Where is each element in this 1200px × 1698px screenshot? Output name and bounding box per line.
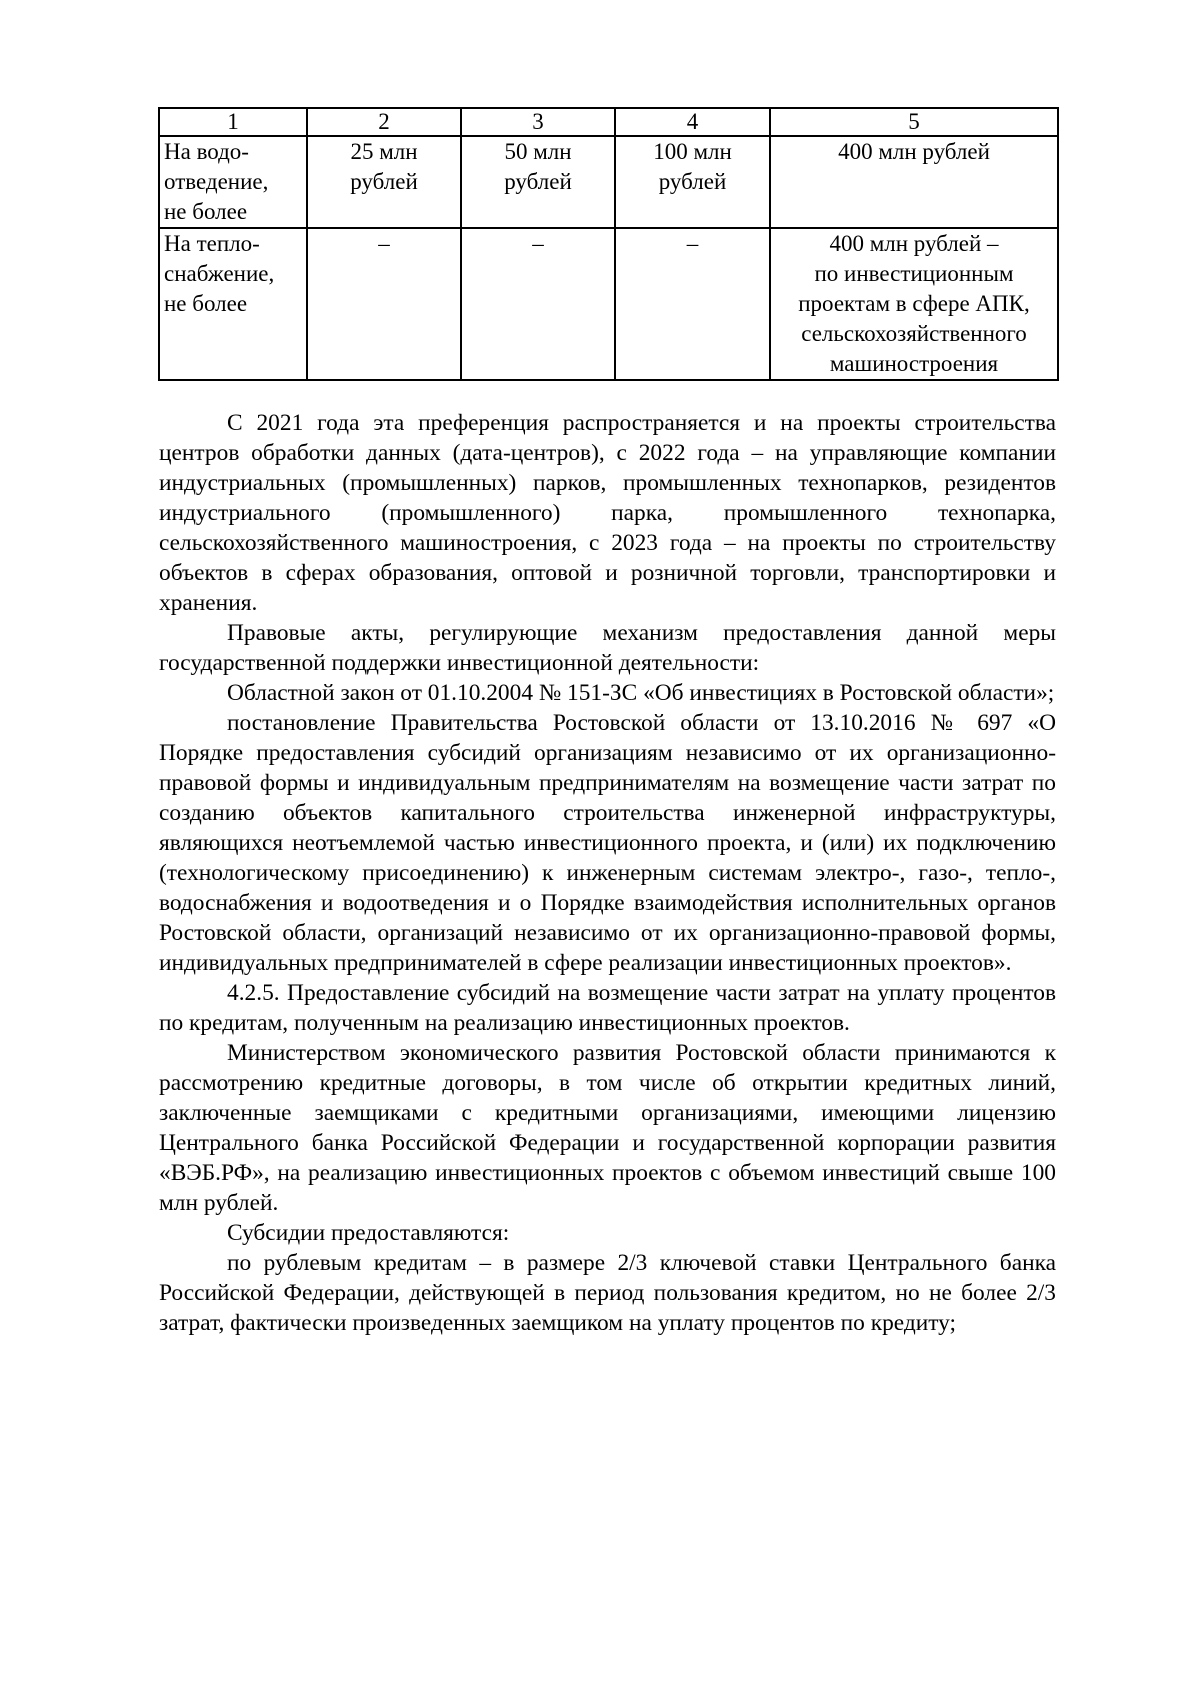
table-cell (770, 228, 1058, 380)
table-cell (307, 228, 461, 380)
table-cell (159, 228, 307, 380)
cell-line: – (686, 231, 699, 256)
cell-line: 25 млн (350, 139, 418, 164)
cell-line: сельскохозяйственного (801, 321, 1027, 346)
table-cell (159, 136, 307, 228)
cell-line: снабжение, (164, 261, 275, 286)
table-cell (615, 228, 770, 380)
table-row (159, 136, 1058, 228)
cell-line: рублей (504, 169, 572, 194)
cell-line: 100 млн (653, 139, 732, 164)
cell-line: рублей (350, 169, 418, 194)
paragraph: по рублевым кредитам – в размере 2/3 ключевой ставки Центрального банка Российской Федерации, действующей в период пользования кредитом, но не более 2/3 затрат, фактически произведенных заемщиком на уплату процентов по кредиту; (159, 1250, 1056, 1336)
cell-line: На тепло- (164, 231, 260, 256)
paragraph: Субсидии предоставляются: (227, 1220, 510, 1246)
table-cell (461, 228, 615, 380)
paragraph: Областной закон от 01.10.2004 № 151-ЗС «Об инвестициях в Ростовской области»; (227, 680, 1055, 706)
table-cell (307, 136, 461, 228)
cell-line: 400 млн рублей (838, 139, 990, 164)
cell-line: проектам в сфере АПК, (798, 291, 1030, 316)
table-row (159, 228, 1058, 380)
cell-line: не более (164, 199, 248, 224)
table-header-cell: 4 (615, 108, 770, 136)
body-text (159, 408, 1056, 1338)
paragraph: Правовые акты, регулирующие механизм предоставления данной меры государственной поддержки инвестиционной деятельности: (159, 620, 1056, 676)
table-header-cell: 5 (770, 108, 1058, 136)
cell-line: На водо- (164, 139, 249, 164)
cell-line: отведение, (164, 169, 269, 194)
limits-table (158, 107, 1059, 381)
paragraph: постановление Правительства Ростовской области от 13.10.2016 № 697 «О Порядке предоставления субсидий организациям независимо от их организационно-правовой формы и индивидуальным предпринимателям на возмещение части затрат по созданию объектов капитального строительства инженерной инфраструктуры, являющихся неотъемлемой частью инвестиционного проекта, и (или) их подключению (технологическому присоединению) к инженерным системам электро-, газо-, тепло-, водоснабжения и водоотведения и о Порядке взаимодействия исполнительных органов Ростовской области, организаций независимо от их организационно-правовой формы, индивидуальных предпринимателей в сфере реализации инвестиционных проектов». (159, 710, 1056, 976)
cell-line: – (378, 231, 390, 256)
table-header-cell: 1 (159, 108, 307, 136)
cell-line: – (532, 231, 544, 256)
cell-line: рублей (658, 169, 727, 194)
table-header-cell: 3 (461, 108, 615, 136)
table-header-row (159, 108, 1058, 136)
cell-line: не более (164, 291, 248, 316)
table-cell (461, 136, 615, 228)
paragraph: Министерством экономического развития Ростовской области принимаются к рассмотрению кредитные договоры, в том числе об открытии кредитных линий, заключенные заемщиками с кредитными организациями, имеющими лицензию Центрального банка Российской Федерации и государственной корпорации развития «ВЭБ.РФ», на реализацию инвестиционных проектов с объемом инвестиций свыше 100 млн рублей. (159, 1040, 1056, 1216)
cell-line: 50 млн (504, 139, 572, 164)
table-header-cell: 2 (307, 108, 461, 136)
cell-line: по инвестиционным (814, 261, 1014, 286)
paragraph-section-heading: 4.2.5. Предоставление субсидий на возмещение части затрат на уплату процентов по кредитам, полученным на реализацию инвестиционных проектов. (159, 980, 1056, 1036)
table-cell (770, 136, 1058, 228)
paragraph: С 2021 года эта преференция распространяется и на проекты строительства центров обработки данных (дата-центров), с 2022 года – на управляющие компании индустриальных (промышленных) парков, промышленных технопарков, резидентов индустриального (промышленного) парка, промышленного технопарка, сельскохозяйственного машиностроения, с 2023 года – на проекты по строительству объектов в сферах образования, оптовой и розничной торговли, транспортировки и хранения. (159, 410, 1056, 616)
cell-line: 400 млн рублей – (829, 231, 999, 256)
cell-line: машиностроения (829, 351, 999, 376)
table-cell (615, 136, 770, 228)
